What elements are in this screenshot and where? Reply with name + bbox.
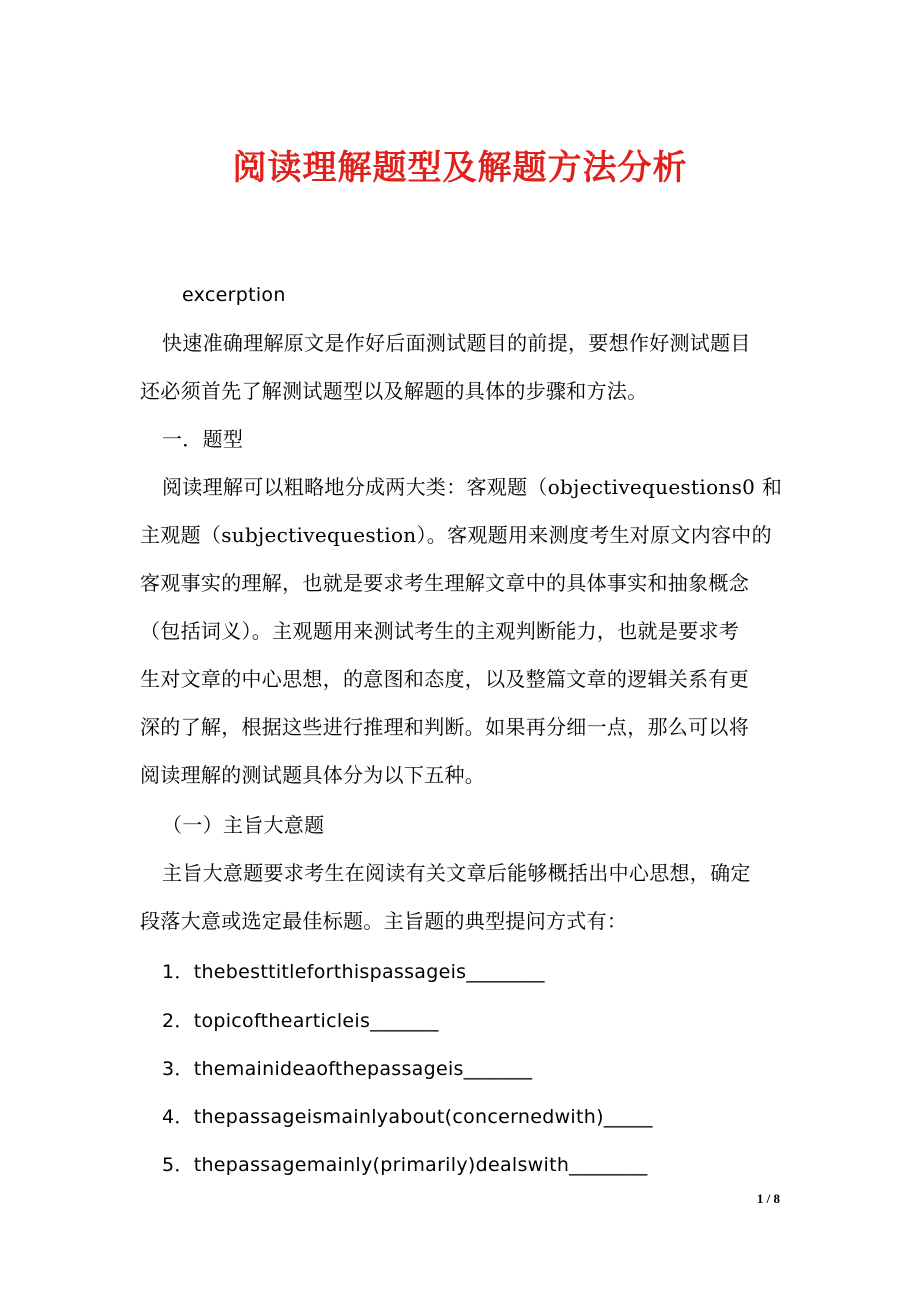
section-heading: 一．题型 xyxy=(162,427,244,451)
paragraph-line: 深的了解，根据这些进行推理和判断。如果再分细一点，那么可以将 xyxy=(140,715,749,739)
paragraph-line: 还必须首先了解测试题型以及解题的具体的步骤和方法。 xyxy=(140,379,648,403)
list-item: 4．thepassageismainlyabout(concernedwith)_____ xyxy=(162,1106,653,1128)
paragraph-line: 快速准确理解原文是作好后面测试题目的前提，要想作好测试题目 xyxy=(162,331,751,355)
list-item: 2．topicofthearticleis_______ xyxy=(162,1010,439,1032)
document-title: 阅读理解题型及解题方法分析 xyxy=(232,148,688,188)
paragraph-line: 生对文章的中心思想，的意图和态度，以及整篇文章的逻辑关系有更 xyxy=(140,667,749,691)
paragraph-line: 阅读理解可以粗略地分成两大类：客观题（objectivequestions0 和 xyxy=(162,475,783,499)
list-item: 1．thebesttitleforthispassageis________ xyxy=(162,961,545,983)
page-number: 1 / 8 xyxy=(756,1191,780,1206)
paragraph-line: 段落大意或选定最佳标题。主旨题的典型提问方式有： xyxy=(140,909,628,933)
list-item: 5．thepassagemainly(primarily)dealswith________ xyxy=(162,1154,648,1176)
paragraph-line: 主旨大意题要求考生在阅读有关文章后能够概括出中心思想，确定 xyxy=(162,861,751,885)
subsection-heading: （一）主旨大意题 xyxy=(162,813,325,837)
paragraph-line: 阅读理解的测试题具体分为以下五种。 xyxy=(140,763,486,787)
paragraph-line: 主观题（subjectivequestion）。客观题用来测度考生对原文内容中的 xyxy=(140,523,772,547)
paragraph-line: （包括词义）。主观题用来测试考生的主观判断能力，也就是要求考 xyxy=(140,619,739,643)
excerption-label: excerption xyxy=(182,284,286,306)
paragraph-line: 客观事实的理解，也就是要求考生理解文章中的具体事实和抽象概念 xyxy=(140,571,749,595)
list-item: 3．themainideaofthepassageis_______ xyxy=(162,1058,533,1080)
